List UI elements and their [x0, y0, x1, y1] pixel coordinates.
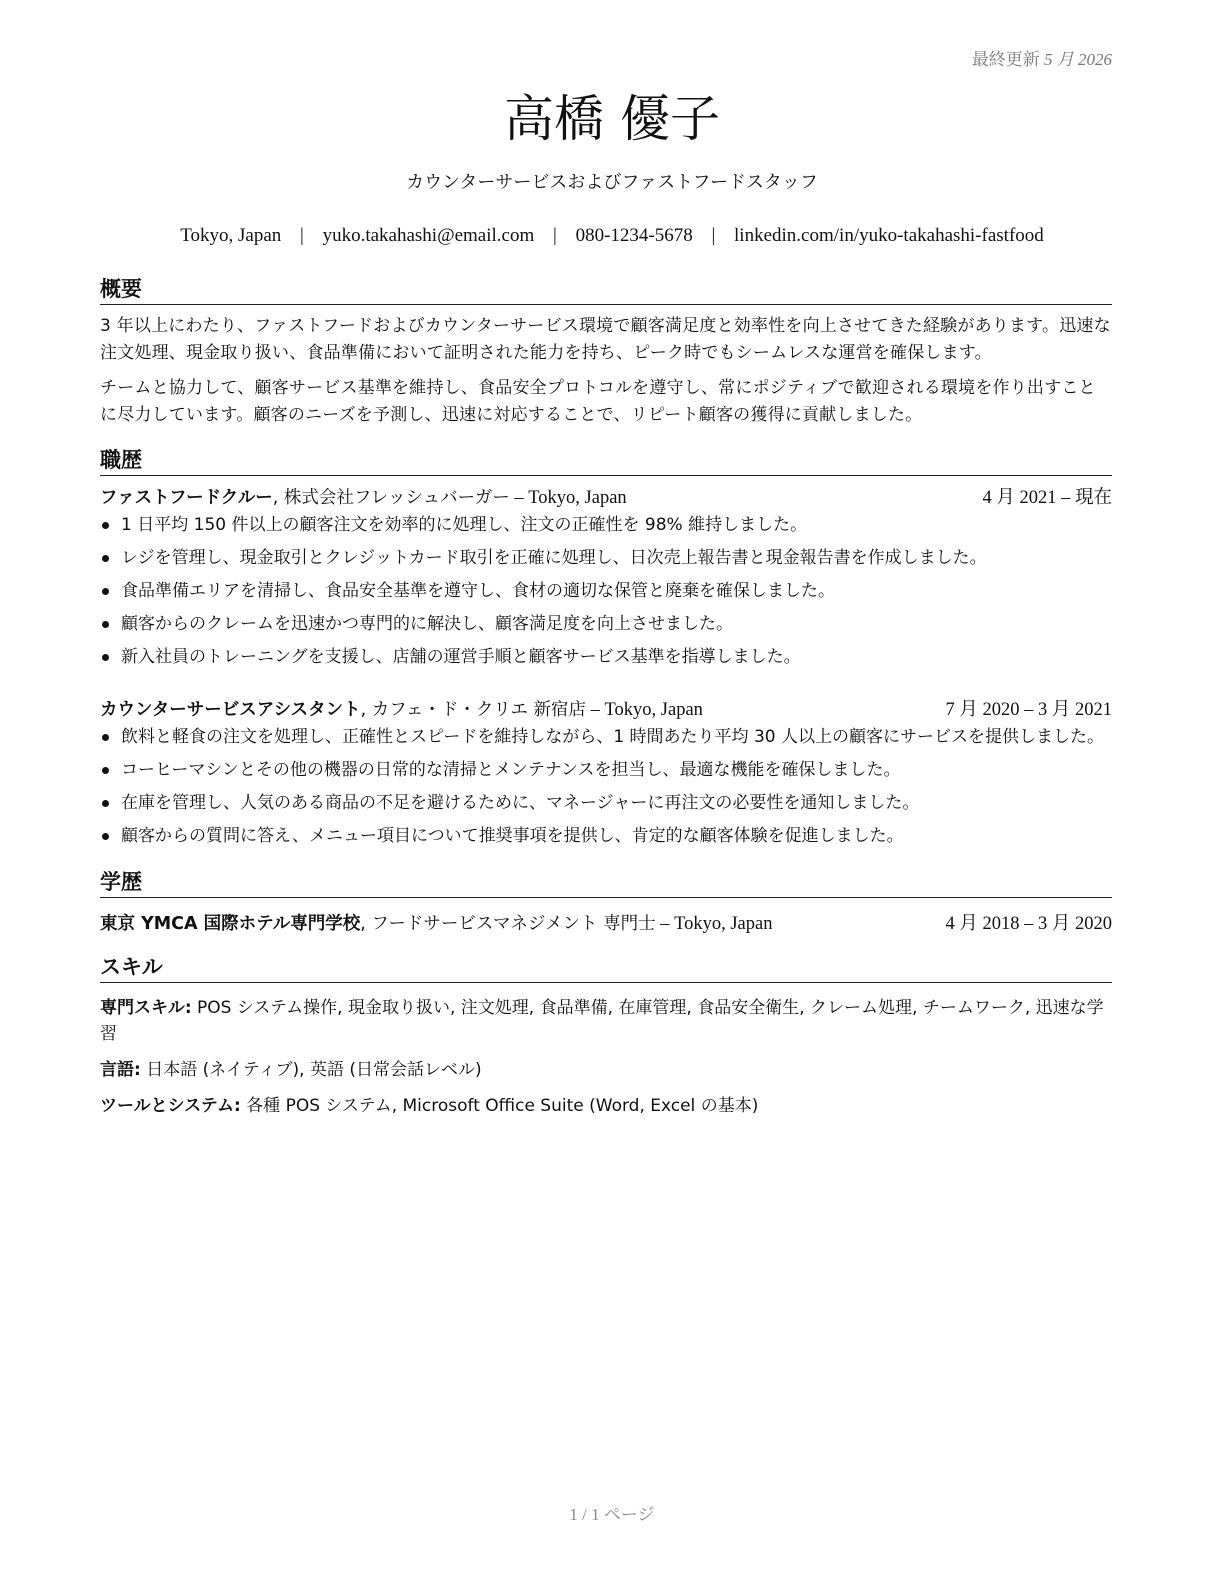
job-header: [100, 484, 1112, 512]
last-updated-label: 最終更新: [971, 50, 1040, 69]
bullet-icon: [102, 833, 109, 840]
contact-email[interactable]: yuko.takahashi@email.com: [322, 225, 535, 246]
bullet-text: 新入社員のトレーニングを支援し、店舗の運営手順と顧客サービス基準を指導しました。: [121, 647, 801, 667]
education-section: [100, 867, 1112, 938]
skill-value: 日本語 (ネイティブ), 英語 (日常会話レベル): [140, 1060, 482, 1080]
summary-paragraph: チームと協力して、顧客サービス基準を維持し、食品安全プロトコルを遵守し、常にポジティブで歓迎される環境を作り出すことに尽力しています。顧客のニーズを予測し、迅速に対応することで、リピート顧客の獲得に貢献しました。: [100, 378, 1096, 425]
bullet-icon: [102, 588, 109, 595]
page-indicator: 1 / 1 ページ: [569, 1505, 655, 1524]
bullet-icon: [102, 522, 109, 529]
skill-label: ツールとシステム:: [100, 1096, 241, 1116]
job-title: ファストフードクルー: [100, 488, 273, 508]
bullet-text: 食品準備エリアを清掃し、食品安全基準を遵守し、食材の適切な保管と廃棄を確保しました。: [121, 581, 835, 601]
contact-separator: |: [553, 225, 557, 246]
education-dates: 4 月 2018 – 3 月 2020: [945, 914, 1112, 934]
education-location: – Tokyo, Japan: [655, 914, 773, 934]
list-item: [100, 545, 1112, 571]
candidate-headline: カウンターサービスおよびファストフードスタッフ: [406, 172, 818, 193]
contact-linkedin[interactable]: linkedin.com/in/yuko-takahashi-fastfood: [734, 225, 1044, 246]
resume-body: [100, 274, 1112, 1129]
education-school: 東京 YMCA 国際ホテル専門学校: [100, 914, 361, 934]
skills-section: [100, 952, 1112, 1119]
skill-line: [100, 1057, 1112, 1083]
bullet-icon: [102, 621, 109, 628]
job-company: , カフェ・ド・クリエ 新宿店: [360, 700, 587, 720]
contact-location: Tokyo, Japan: [180, 225, 282, 246]
list-item: [100, 644, 1112, 670]
section-title-experience: 職歴: [100, 445, 1112, 476]
job-bullets: [100, 512, 1112, 670]
job-title: カウンターサービスアシスタント: [100, 700, 361, 720]
skill-label: 言語:: [100, 1060, 141, 1080]
summary-paragraph: 3 年以上にわたり、ファストフードおよびカウンターサービス環境で顧客満足度と効率性を向上させてきた経験があります。迅速な注文処理、現金取り扱い、食品準備において証明された能力を持ち、ピーク時でもシームレスな運営を確保します。: [100, 316, 1111, 363]
skill-value: 各種 POS システム, Microsoft Office Suite (Word, Excel の基本): [240, 1096, 759, 1116]
bullet-icon: [102, 654, 109, 661]
bullet-text: レジを管理し、現金取引とクレジットカード取引を正確に処理し、日次売上報告書と現金報告書を作成しました。: [121, 548, 987, 568]
bullet-text: 飲料と軽食の注文を処理し、正確性とスピードを維持しながら、1 時間あたり平均 30 人以上の顧客にサービスを提供しました。: [121, 727, 1104, 747]
last-updated-value: 5 月 2026: [1044, 50, 1112, 69]
job-entry: [100, 484, 1112, 670]
bullet-icon: [102, 555, 109, 562]
list-item: [100, 724, 1112, 750]
contact-line: [0, 223, 1224, 249]
bullet-text: 顧客からの質問に答え、メニュー項目について推奨事項を提供し、肯定的な顧客体験を促進しました。: [121, 826, 904, 846]
job-dates: 4 月 2021 – 現在: [982, 488, 1112, 508]
job-dates: 7 月 2020 – 3 月 2021: [945, 700, 1112, 720]
list-item: [100, 757, 1112, 783]
list-item: [100, 578, 1112, 604]
summary-section: [100, 274, 1112, 429]
skill-line: [100, 995, 1112, 1047]
education-entry: [100, 910, 1112, 938]
bullet-text: 顧客からのクレームを迅速かつ専門的に解決し、顧客満足度を向上させました。: [121, 614, 733, 634]
section-title-summary: 概要: [100, 274, 1112, 305]
skill-value: POS システム操作, 現金取り扱い, 注文処理, 食品準備, 在庫管理, 食品安全衛生, クレーム処理, チームワーク, 迅速な学習: [100, 998, 1104, 1044]
contact-phone[interactable]: 080-1234-5678: [575, 225, 693, 246]
list-item: [100, 512, 1112, 538]
contact-separator: |: [300, 225, 304, 246]
education-degree: , フードサービスマネジメント 専門士: [360, 914, 656, 934]
job-entry: [100, 696, 1112, 849]
bullet-icon: [102, 767, 109, 774]
bullet-text: 1 日平均 150 件以上の顧客注文を効率的に処理し、注文の正確性を 98% 維持しました。: [121, 515, 808, 535]
candidate-name: 高橋 優子: [504, 90, 720, 148]
skill-line: [100, 1093, 1112, 1119]
list-item: [100, 823, 1112, 849]
bullet-text: 在庫を管理し、人気のある商品の不足を避けるために、マネージャーに再注文の必要性を通知しました。: [121, 793, 920, 813]
job-bullets: [100, 724, 1112, 849]
skill-label: 専門スキル:: [100, 998, 192, 1018]
last-updated: [972, 45, 1112, 70]
bullet-icon: [102, 734, 109, 741]
section-title-education: 学歴: [100, 867, 1112, 898]
experience-section: [100, 445, 1112, 849]
list-item: [100, 611, 1112, 637]
bullet-text: コーヒーマシンとその他の機器の日常的な清掃とメンテナンスを担当し、最適な機能を確保しました。: [121, 760, 901, 780]
contact-separator: |: [711, 225, 716, 246]
job-header: [100, 696, 1112, 724]
bullet-icon: [102, 800, 109, 807]
job-location: – Tokyo, Japan: [509, 488, 627, 508]
job-company: , 株式会社フレッシュバーガー: [272, 488, 510, 508]
section-title-skills: スキル: [100, 952, 1112, 983]
job-location: – Tokyo, Japan: [586, 700, 703, 720]
list-item: [100, 790, 1112, 816]
